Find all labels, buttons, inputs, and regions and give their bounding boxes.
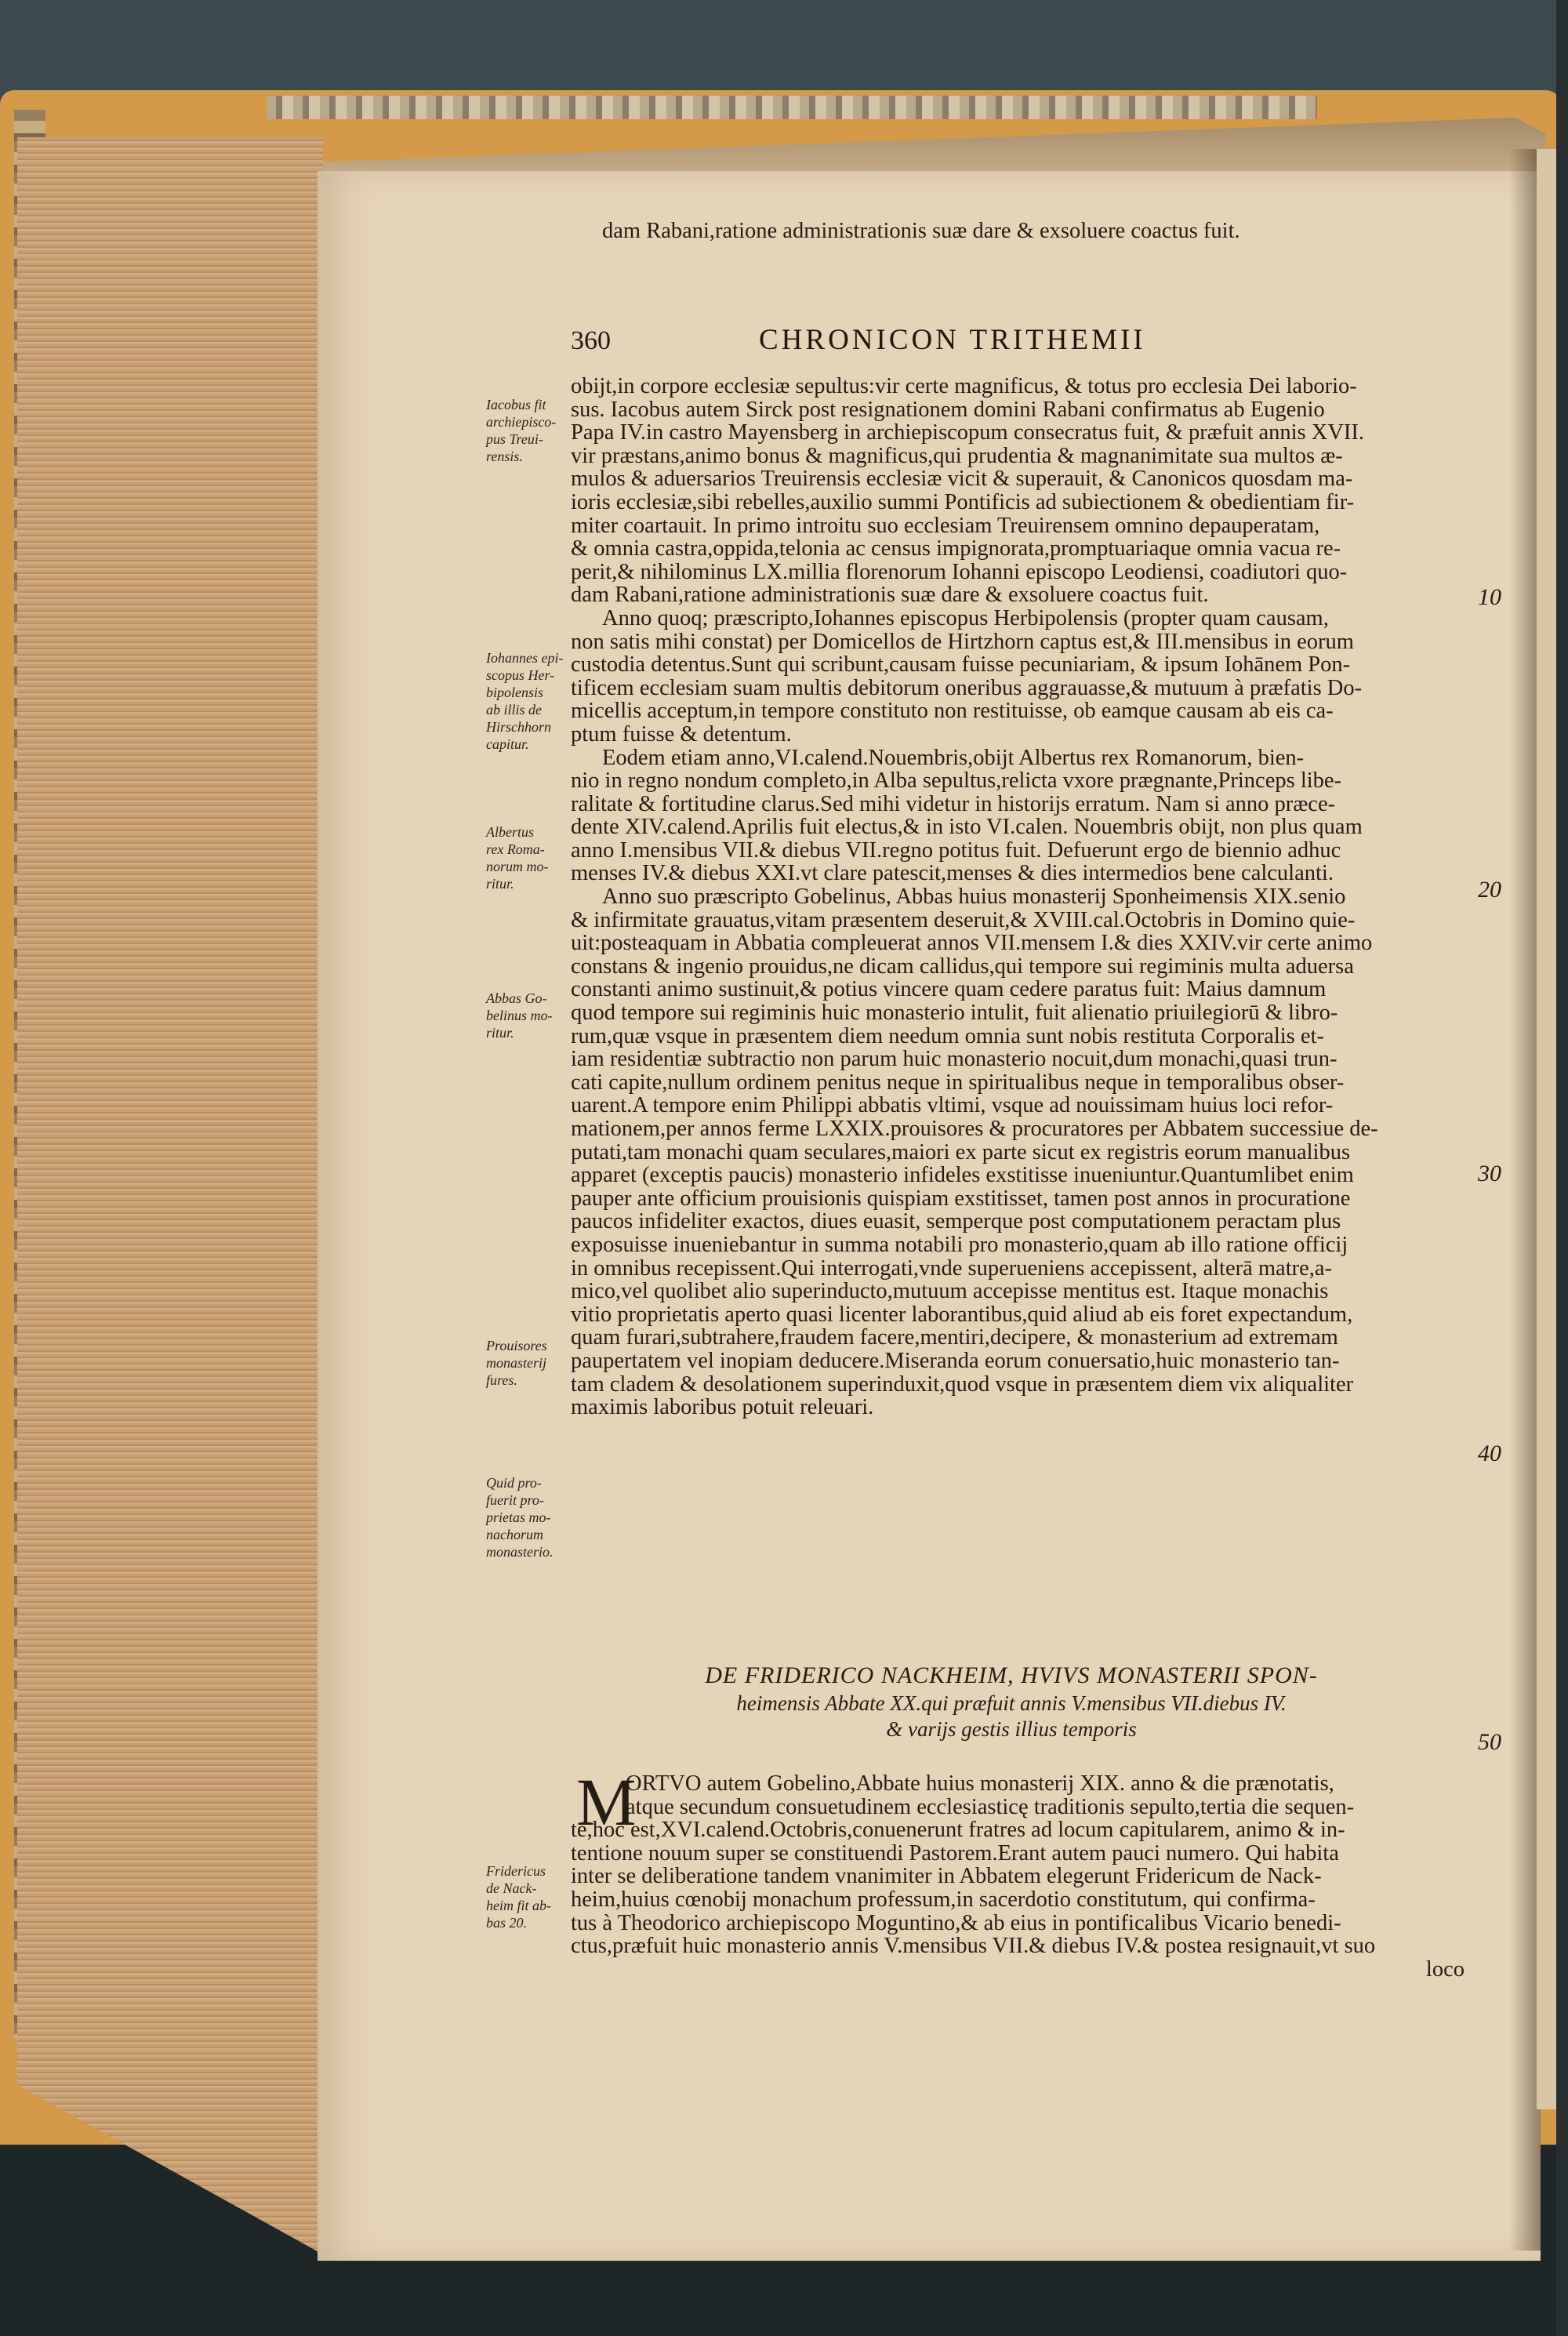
line-number-20: 20 [1478, 877, 1501, 903]
line-number-10: 10 [1478, 584, 1501, 610]
text-line: cati capite,nullum ordinem penitus neque in spiritualibus neque in temporalibus obser- [571, 1070, 1345, 1095]
text-line: vir præstans,animo bonus & magnificus,qui prudentia & magnanimitate sua multos æ- [571, 443, 1343, 468]
text-line: rum,quæ vsque in præsentem diem needum omnia sunt nobis restituta Corporalis et- [571, 1023, 1324, 1048]
text-line: sus. Iacobus autem Sirck post resignationem domini Rabani confirmatus ab Eugenio [571, 397, 1325, 422]
chapter-heading-line1: DE FRIDERICO NACKHEIM, HVIVS MONASTERII SPON- [705, 1662, 1318, 1688]
text-line: ctus,præfuit huic monasterio annis V.mensibus VII.& diebus IV.& postea resignauit,vt suo [571, 1934, 1376, 1959]
text-line: quod tempore sui regiminis huic monasterio intulit, fuit alienatio priuilegiorū & libro- [571, 1001, 1338, 1026]
text-line: Anno quoq; præscripto,Iohannes episcopus Herbipolensis (propter quam causam, [602, 605, 1329, 630]
text-line: tentione nouum super se constituendi Pastorem.Erant autem pauci numero. Qui habita [571, 1840, 1339, 1866]
text-line: uit:posteaquam in Abbatia compleuerat annos VII.mensem I.& dies XXIV.vir certe animo [571, 931, 1373, 956]
drop-capital: M [576, 1764, 637, 1840]
text-line: loco [1425, 1956, 1465, 1982]
text-line: nio in regno nondum completo,in Alba sepultus,relicta vxore prægnante,Princeps libe- [571, 768, 1342, 794]
marginal-note-albertus: Albertus rex Roma- norum mo- ritur. [486, 824, 549, 892]
text-line: inter se deliberatione tandem vnanimiter in Abbatem elegerunt Fridericum de Nack- [571, 1864, 1322, 1889]
text-line: dente XIV.calend.Aprilis fuit electus,& in isto VI.calen. Nouembris obijt, non plus quam [571, 815, 1363, 840]
text-line: te,hoc est,XVI.calend.Octobris,conuenerunt fratres ad locum capitularem, animo & in- [571, 1818, 1345, 1843]
text-line: perit,& nihilominus LX.millia florenorum Iohanni episcopo Leodiensi, coadiutori quo- [571, 559, 1348, 584]
line-number-30: 30 [1478, 1161, 1501, 1186]
background-top [0, 0, 1568, 102]
text-line: constans & ingenio prouidus,ne dicam callidus,qui tempore sui regiminis multa aduersa [571, 954, 1354, 979]
text-line: menses IV.& diebus XXI.vt clare patescit,menses & dies intermedios bene calculanti. [571, 861, 1334, 886]
text-line: exposuisse inueniebantur in summa notabili pro monasterio,quam ab illo ratione officij [571, 1232, 1348, 1257]
text-line: ptum fuisse & detentum. [571, 721, 792, 747]
body-text-2 [571, 1772, 1465, 1981]
text-line: miter coartauit. In primo introitu suo ecclesiam Treuirensem omnino depauperatam, [571, 513, 1320, 538]
gutter-shadow [1509, 149, 1541, 2251]
text-line: tam cladem & desolationem superinduxit,quod vsque in præsentem diem vix aliqualiter [571, 1371, 1354, 1397]
text-line: constanti animo sustinuit,& potius vincere quam cedere paratus fuit: Maius damnum [571, 977, 1327, 1002]
text-line: putati,tam monachi quam seculares,maiori ex parte sicut ex registris eorum manualibus [571, 1139, 1351, 1164]
text-line: & omnia castra,oppida,telonia ac census impignorata,promptuariaque omnia vacua re- [571, 536, 1341, 561]
text-line: non satis mihi constat) per Domicellos de Hirtzhorn captus est,& III.mensibus in eorum [571, 629, 1354, 654]
text-line: in omnibus recepissent.Qui interrogati,vnde superueniens accepissent, alterā matre,a- [571, 1255, 1333, 1281]
text-line: micellis acceptum,in tempore constituto non restituisse, ob eamque causam ab eis ca- [571, 699, 1334, 724]
text-line: quam furari,subtrahere,fraudem facere,mentiri,decipere, & monasterium ad extremam [571, 1325, 1338, 1350]
chapter-heading [564, 1661, 1458, 1742]
running-head: CHRONICON TRITHEMII [759, 324, 1146, 356]
text-line: apparet (exceptis paucis) monasterio infideles exstitisse inueniuntur.Quantumlibet enim [571, 1163, 1354, 1188]
text-line: Papa IV.in castro Mayensberg in archiepiscopum consecratus fuit, & præfuit annis XVII. [571, 420, 1365, 445]
line-number-40: 40 [1478, 1440, 1501, 1466]
text-line: mationem,per annos ferme LXXIX.prouisores & procuratores per Abbatem successiue de- [571, 1117, 1378, 1141]
text-line: maximis laboribus potuit releuari. [571, 1395, 874, 1420]
text-line: paucos infideliter exactos, diues euasit, semperque post computationem peractam plus [571, 1209, 1341, 1234]
text-line: anno I.mensibus VII.& diebus VII.regno potitus fuit. Defuerunt ergo de biennio adhuc [571, 837, 1341, 863]
text-line: tificem ecclesiam suam multis debitorum oneribus aggrauasse,& mutuum à præfatis Do- [571, 675, 1363, 700]
text-line: paupertatem vel inopiam deducere.Miseranda eorum conuersatio,huic monasterio tan- [571, 1348, 1340, 1373]
marginal-note-iacobus: Iacobus fit archiepisco- pus Treui- rensis. [486, 397, 557, 464]
text-line: dam Rabani,ratione administrationis suæ dare & exsoluere coactus fuit. [571, 583, 1209, 608]
headband [267, 96, 1317, 119]
page-block-edge [17, 137, 323, 2254]
text-line: vitio proprietatis aperto quasi licenter laborantibus,quid aliud ab eis foret expectandum, [571, 1302, 1353, 1327]
text-line: mulos & aduersarios Treuirensis ecclesiæ vicit & superauit, & Canonicos quosdam ma- [571, 467, 1353, 492]
marginal-note-iohannes: Iohannes epi- scopus Her- bipolensis ab illis de Hirschhorn capitur. [486, 650, 564, 752]
text-line: iam residentiæ subtractio non parum huic monasterio nocuit,dum monachi,quasi trun- [571, 1047, 1338, 1072]
marginal-note-fridericus: Fridericus de Nack- heim fit ab- bas 20. [486, 1863, 551, 1931]
text-line: atque secundum consuetudinem ecclesiasticę traditionis sepulto,tertia die sequen- [626, 1794, 1355, 1819]
text-line: ORTVO autem Gobelino,Abbate huius monasterij XIX. anno & die prænotatis, [626, 1771, 1334, 1796]
chapter-heading-line3: & varijs gestis illius temporis [886, 1717, 1137, 1741]
text-line: ioris ecclesiæ,sibi rebelles,auxilio summi Pontificis ad subiectionem & obedientiam fir- [571, 489, 1355, 514]
text-line: & infirmitate grauatus,vitam præsentem deseruit,& XVIII.cal.Octobris in Domino quie- [571, 907, 1356, 932]
text-line: obijt,in corpore ecclesiæ sepultus:vir certe magnificus, & totus pro ecclesia Dei laborio- [571, 374, 1357, 398]
page-header [571, 323, 1472, 370]
page-number: 360 [571, 326, 611, 355]
text-line: Anno suo præscripto Gobelinus, Abbas huius monasterij Sponheimensis XIX.senio [602, 885, 1346, 910]
text-line: ralitate & fortitudine clarus.Sed mihi videtur in historijs erratum. Nam si anno præce- [571, 791, 1336, 816]
text-line: tus à Theodorico archiepiscopo Moguntino,& ab eius in pontificalibus Vicario benedi- [571, 1910, 1341, 1935]
text-line: mico,vel quolibet alio superinducto,mutuum accepisse mentitus est. Itaque monachis [571, 1279, 1329, 1304]
marginal-note-quid-profuerit: Quid pro- fuerit pro- prietas mo- nachorum monasterio. [486, 1475, 554, 1560]
background-right [1556, 0, 1568, 2336]
marginal-note-prouisores: Prouisores monasterij fures. [486, 1338, 547, 1388]
text-line: pauper ante officium prouisionis quispiam exstitisset, tamen post annos in procuratione [571, 1186, 1351, 1211]
text-line: uarent.A tempore enim Philippi abbatis vltimi, vsque ad nouissimam huius loci refor- [571, 1093, 1334, 1118]
body-text-1 [571, 375, 1378, 1419]
text-line: custodia detentus.Sunt qui scribunt,causam fuisse pecuniariam, & ipsum Iohānem Pon- [571, 652, 1351, 678]
chapter-heading-line2: heimensis Abbate XX.qui præfuit annis V.mensibus VII.diebus IV. [736, 1691, 1287, 1715]
marginal-note-gobelinus: Abbas Go- belinus mo- ritur. [486, 990, 553, 1041]
text-line: heim,huius cœnobij monachum professum,in sacerdotio constitutum, qui confirma- [571, 1887, 1316, 1912]
text-line: Eodem etiam anno,VI.calend.Nouembris,obijt Albertus rex Romanorum, bien- [602, 745, 1305, 770]
top-partial-line: dam Rabani,ratione administrationis suæ dare & exsoluere coactus fuit. [602, 219, 1240, 243]
line-number-50: 50 [1478, 1729, 1501, 1755]
